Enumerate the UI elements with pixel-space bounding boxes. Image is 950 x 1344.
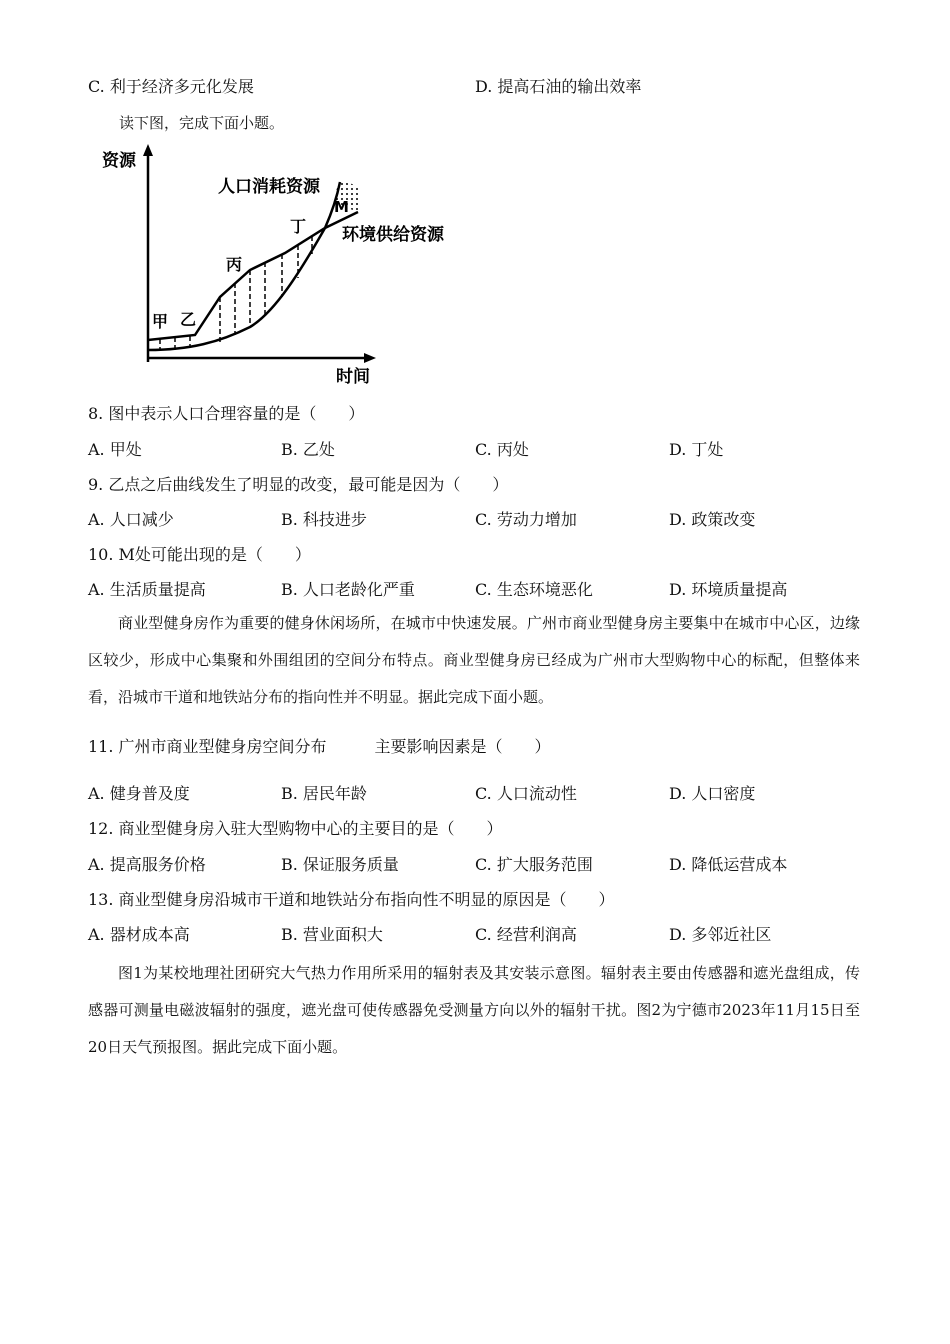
q10-option-b: B. 人口老龄化严重 (281, 580, 415, 599)
q10-option-d: D. 环境质量提高 (669, 580, 788, 599)
figure-svg (100, 142, 460, 387)
prev-option-d: D. 提高石油的输出效率 (475, 77, 642, 96)
q13-option-d: D. 多邻近社区 (669, 925, 772, 944)
x-axis-label: 时间 (336, 367, 370, 387)
consume-curve-label: 人口消耗资源 (218, 177, 320, 197)
y-axis-label: 资源 (102, 151, 136, 171)
q9-option-b: B. 科技进步 (281, 510, 367, 529)
point-ding: 丁 (290, 217, 307, 236)
supply-curve-label: 环境供给资源 (342, 225, 444, 245)
q9-option-d: D. 政策改变 (669, 510, 756, 529)
q11-option-b: B. 居民年龄 (281, 784, 367, 803)
q11-option-a: A. 健身普及度 (88, 784, 190, 803)
point-m: M (334, 198, 349, 216)
q13-stem: 13. 商业型健身房沿城市干道和地铁站分布指向性不明显的原因是（ ） (88, 890, 615, 909)
q8-stem: 8. 图中表示人口合理容量的是（ ） (88, 404, 365, 423)
q11-option-d: D. 人口密度 (669, 784, 756, 803)
x-axis-arrow (364, 353, 376, 363)
q13-option-a: A. 器材成本高 (88, 925, 190, 944)
q13-option-b: B. 营业面积大 (281, 925, 383, 944)
y-axis-arrow (143, 144, 153, 156)
figure-intro: 读下图，完成下面小题。 (119, 114, 285, 132)
q11-stem: 11. 广州市商业型健身房空间分布 主要影响因素是（ ） (88, 737, 551, 756)
q9-stem: 9. 乙点之后曲线发生了明显的改变，最可能是因为（ ） (88, 475, 509, 494)
q10-option-a: A. 生活质量提高 (88, 580, 206, 599)
q8-option-b: B. 乙处 (281, 440, 335, 459)
point-jia: 甲 (152, 312, 169, 331)
q8-option-c: C. 丙处 (475, 440, 529, 459)
q9-option-c: C. 劳动力增加 (475, 510, 577, 529)
q13-option-c: C. 经营利润高 (475, 925, 577, 944)
q12-option-a: A. 提高服务价格 (88, 855, 206, 874)
q10-stem: 10. M处可能出现的是（ ） (88, 545, 311, 564)
q12-option-d: D. 降低运营成本 (669, 855, 788, 874)
point-yi: 乙 (180, 310, 197, 329)
radiation-passage: 图1为某校地理社团研究大气热力作用所采用的辐射表及其安装示意图。辐射表主要由传感器和遮光盘组成，传感器可测量电磁波辐射的强度，遮光盘可使传感器免受测量方向以外的辐射干扰。图2为宁德市2023年11月15日至20日天气预报图。据此完成下面小题。 (88, 964, 860, 1056)
q10-option-c: C. 生态环境恶化 (475, 580, 593, 599)
q8-option-a: A. 甲处 (88, 440, 142, 459)
q11-option-c: C. 人口流动性 (475, 784, 577, 803)
gym-passage: 商业型健身房作为重要的健身休闲场所，在城市中快速发展。广州市商业型健身房主要集中在城市中心区，边缘区较少，形成中心集聚和外围组团的空间分布特点。商业型健身房已经成为广州市大型购物中心的标配，但整体来看，沿城市干道和地铁站分布的指向性并不明显。据此完成下面小题。 (88, 614, 860, 706)
q12-stem: 12. 商业型健身房入驻大型购物中心的主要目的是（ ） (88, 819, 503, 838)
point-bing: 丙 (226, 255, 243, 274)
consume-curve (148, 182, 340, 350)
q9-option-a: A. 人口减少 (88, 510, 174, 529)
q8-option-d: D. 丁处 (669, 440, 724, 459)
q12-option-c: C. 扩大服务范围 (475, 855, 593, 874)
population-resource-figure (100, 142, 460, 387)
prev-option-c: C. 利于经济多元化发展 (88, 77, 254, 96)
q12-option-b: B. 保证服务质量 (281, 855, 399, 874)
